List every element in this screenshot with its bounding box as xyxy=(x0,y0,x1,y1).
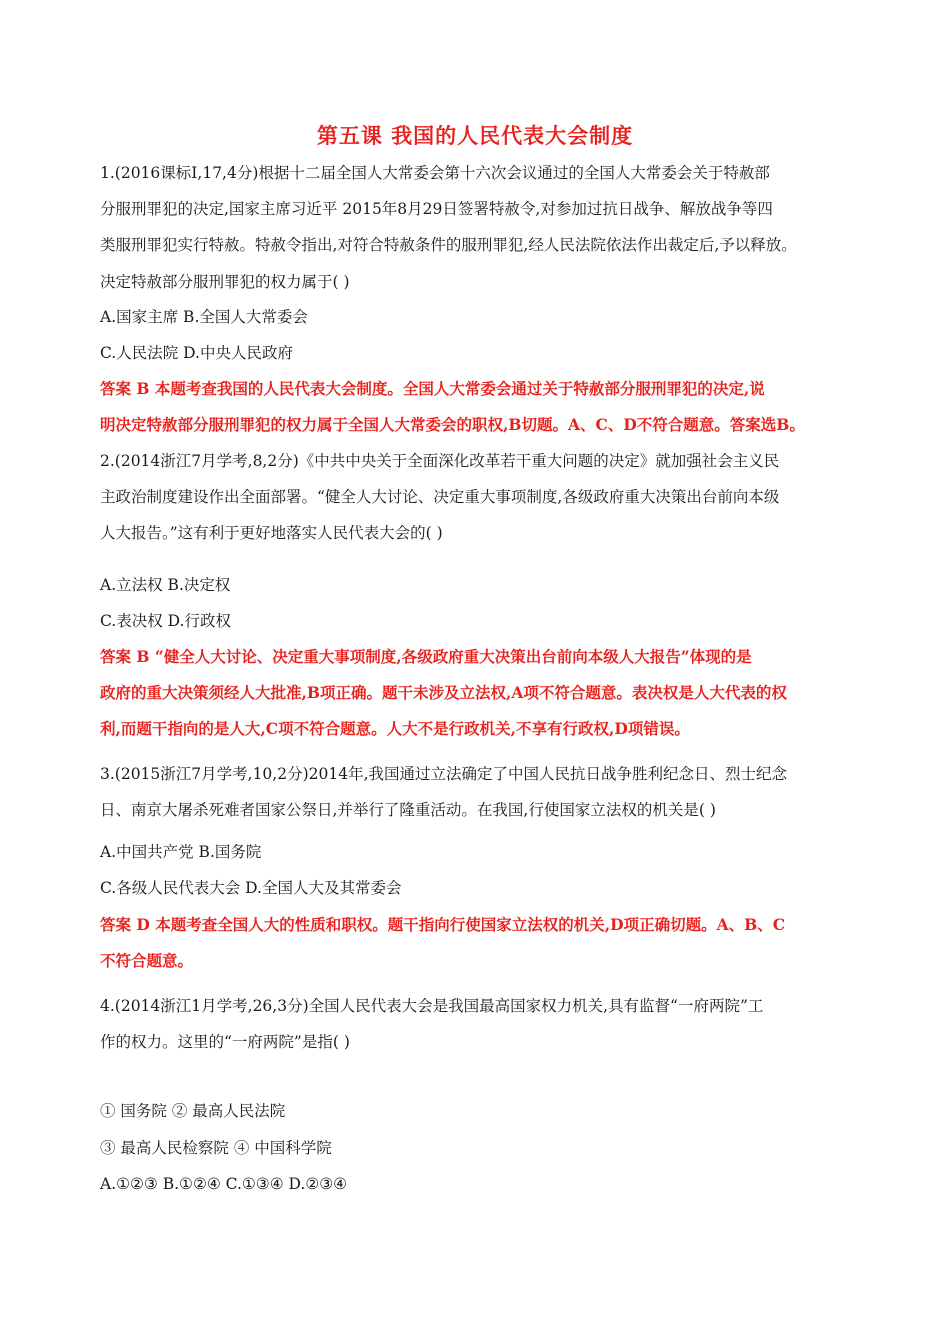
question-2-line-3: 人大报告。”这有利于更好地落实人民代表大会的( ) xyxy=(100,524,443,542)
question-4-items-12: ① 国务院 ② 最高人民法院 xyxy=(100,1102,286,1120)
question-1-answer-line-1: 答案 B 本题考查我国的人民代表大会制度。全国人大常委会通过关于特赦部分服刑罪犯的决定,说 xyxy=(100,379,765,398)
question-2-line-2: 主政治制度建设作出全面部署。“健全人大讨论、决定重大事项制度,各级政府重大决策出台前向本级 xyxy=(100,488,780,506)
question-4-items-34: ③ 最高人民检察院 ④ 中国科学院 xyxy=(100,1139,332,1157)
question-4-line-1: 4.(2014浙江1月学考,26,3分)全国人民代表大会是我国最高国家权力机关,具有监督“一府两院”工 xyxy=(100,997,764,1015)
question-3-line-2: 日、南京大屠杀死难者国家公祭日,并举行了隆重活动。在我国,行使国家立法权的机关是( ) xyxy=(100,801,716,819)
question-3-answer-line-1: 答案 D 本题考查全国人大的性质和职权。题干指向行使国家立法权的机关,D项正确切题。A、B、C xyxy=(100,915,786,934)
question-2-options-cd: C.表决权 D.行政权 xyxy=(100,612,231,630)
question-1-line-3: 类服刑罪犯实行特赦。特赦令指出,对符合特赦条件的服刑罪犯,经人民法院依法作出裁定后,予以释放。 xyxy=(100,236,797,254)
question-2-options-ab: A.立法权 B.决定权 xyxy=(100,576,231,594)
question-2-line-1: 2.(2014浙江7月学考,8,2分)《中共中央关于全面深化改革若干重大问题的决定》就加强社会主义民 xyxy=(100,452,780,470)
question-1-line-2: 分服刑罪犯的决定,国家主席习近平 2015年8月29日签署特赦令,对参加过抗日战争、解放战争等四 xyxy=(100,200,773,218)
page-title: 第五课 我国的人民代表大会制度 xyxy=(316,124,634,148)
question-1-line-1: 1.(2016课标Ⅰ,17,4分)根据十二届全国人大常委会第十六次会议通过的全国人大常委会关于特赦部 xyxy=(100,164,770,182)
question-3-options-cd: C.各级人民代表大会 D.全国人大及其常委会 xyxy=(100,879,402,897)
question-3-answer-line-2: 不符合题意。 xyxy=(100,951,194,970)
question-4-options: A.①②③ B.①②④ C.①③④ D.②③④ xyxy=(100,1175,348,1193)
question-1-options-ab: A.国家主席 B.全国人大常委会 xyxy=(100,308,308,326)
question-2-answer-line-1: 答案 B “健全人大讨论、决定重大事项制度,各级政府重大决策出台前向本级人大报告”体现的是 xyxy=(100,647,752,666)
question-2-answer-line-2: 政府的重大决策须经人大批准,B项正确。题干未涉及立法权,A项不符合题意。表决权是人大代表的权 xyxy=(100,683,787,702)
question-2-answer-line-3: 利,而题干指向的是人大,C项不符合题意。人大不是行政机关,不享有行政权,D项错误。 xyxy=(100,719,690,738)
question-1-line-4: 决定特赦部分服刑罪犯的权力属于( ) xyxy=(100,273,350,291)
question-3-options-ab: A.中国共产党 B.国务院 xyxy=(100,843,262,861)
question-1-answer-line-2: 明决定特赦部分服刑罪犯的权力属于全国人大常委会的职权,B切题。A、C、D不符合题意。答案选B。 xyxy=(100,415,805,434)
question-3-line-1: 3.(2015浙江7月学考,10,2分)2014年,我国通过立法确定了中国人民抗日战争胜利纪念日、烈士纪念 xyxy=(100,765,788,783)
question-4-line-2: 作的权力。这里的“一府两院”是指( ) xyxy=(100,1033,350,1051)
question-1-options-cd: C.人民法院 D.中央人民政府 xyxy=(100,344,293,362)
